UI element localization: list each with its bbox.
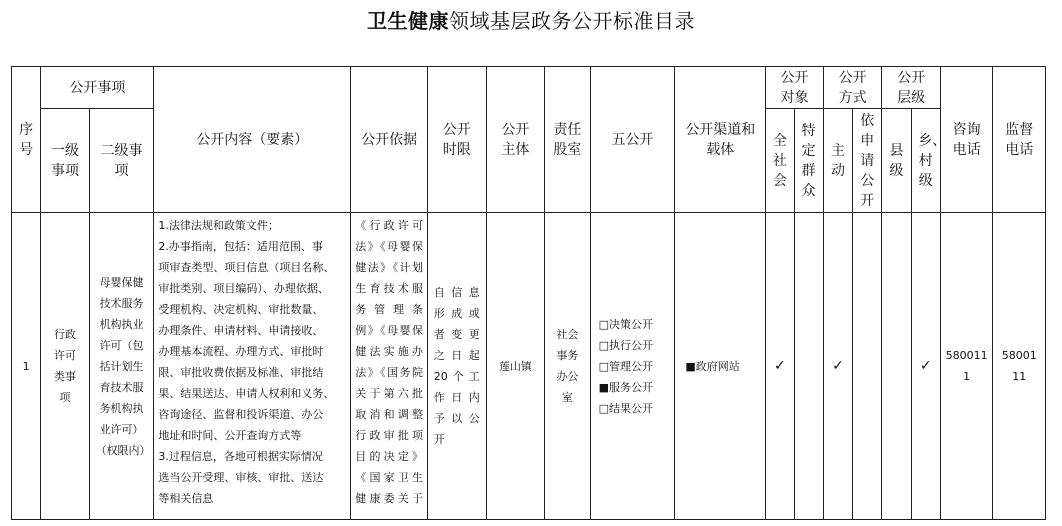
- row-level2: 母婴保健技术服务机构执业许可（包括计划生育技术服务机构执业许可）（权限内）: [89, 213, 154, 520]
- row-county: [882, 213, 911, 520]
- row-township: ✓: [911, 213, 940, 520]
- five-item: □执行公开: [598, 338, 653, 352]
- row-on-request: [853, 213, 882, 520]
- header-target: 公开对象: [766, 67, 824, 109]
- five-item: □决策公开: [598, 317, 653, 331]
- header-supervise: 监督电话: [993, 67, 1046, 213]
- header-level2: 二级事项: [89, 109, 154, 213]
- row-active: ✓: [823, 213, 852, 520]
- five-item: □结果公开: [598, 401, 653, 415]
- row-channel: ■政府网站: [675, 213, 766, 520]
- row-subject: 莲山镇: [486, 213, 545, 520]
- row-supervise: 58001 11: [993, 213, 1046, 520]
- row-seq: 1: [12, 213, 41, 520]
- header-all-society: 全社会: [766, 109, 794, 213]
- header-time-limit: 公开时限: [428, 67, 487, 213]
- header-consult: 咨询电话: [940, 67, 993, 213]
- header-level: 公开层级: [882, 67, 941, 109]
- row-level1: 行政许可类事项: [41, 213, 89, 520]
- row-all-society: ✓: [766, 213, 794, 520]
- header-county: 县级: [882, 109, 911, 213]
- title-bold: 卫生健康: [367, 9, 449, 33]
- title-rest: 领域基层政务公开标准目录: [449, 9, 695, 33]
- header-on-request: 依申请公开: [853, 109, 882, 213]
- row-specific: [794, 213, 823, 520]
- catalog-table: [11, 66, 1046, 520]
- header-basis: 公开依据: [351, 67, 428, 213]
- header-specific: 特定群众: [794, 109, 823, 213]
- page-title: [0, 8, 1062, 34]
- header-subject: 公开主体: [486, 67, 545, 213]
- header-dept: 责任股室: [545, 67, 590, 213]
- row-five-items: [590, 213, 675, 520]
- header-township: 乡、村级: [911, 109, 940, 213]
- row-time-limit: 自信息 形成或 者变更 之日起 20个工 作日内 予以公 开: [428, 213, 487, 520]
- header-level1: 一级事项: [41, 109, 89, 213]
- header-seq: 序号: [12, 67, 41, 213]
- five-item: □管理公开: [598, 359, 653, 373]
- five-item: ■服务公开: [598, 380, 653, 394]
- header-content: 公开内容（要素）: [154, 67, 351, 213]
- header-method: 公开方式: [823, 67, 882, 109]
- row-dept: 社会 事务 办公 室: [545, 213, 590, 520]
- header-channel: 公开渠道和载体: [675, 67, 766, 213]
- header-five: 五公开: [590, 67, 675, 213]
- row-content: 1.法律法规和政策文件； 2.办事指南，包括：适用范围、事 项审查类型、项目信息（项目名称、 审批类别、项目编码）、办理依据、 受理机构、决定机构、审批数量、 办理条件、申请材料、申请接收、 办理基本流程、办理方式、审批时 限、审批收费依据及标准、审批结 果、结果送达、申请人权利和义务、 咨询途径、监督和投诉渠道、办公 地址和时间、公开查询方式等 3.过程信息，各地可根据实际情况 选当公开受理、审核、审批、送达 等相关信息: [154, 213, 351, 520]
- row-basis: 《行政许可 法》《母婴保 健法》《计划 生育技术服 务管理条 例》《母婴保 健法实施办 法》《国务院 关于第六批 取消和调整 行政审批项 目的决定》 《国家卫生 健康委关于: [351, 213, 428, 520]
- header-items: 公开事项: [41, 67, 154, 109]
- row-consult: 580011 1: [940, 213, 993, 520]
- header-active: 主动: [823, 109, 852, 213]
